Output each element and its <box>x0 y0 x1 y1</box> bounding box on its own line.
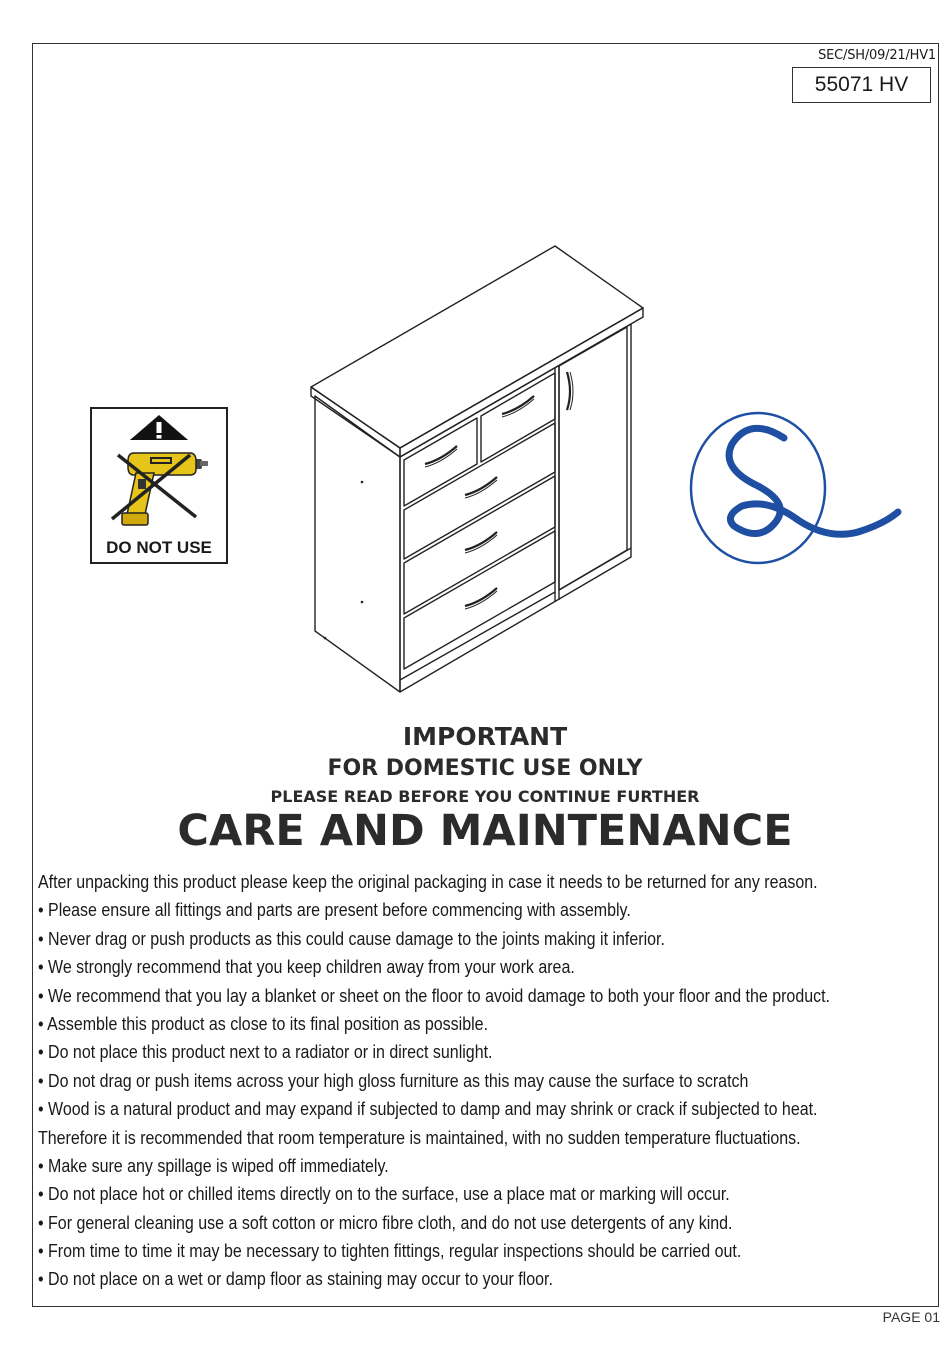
care-maintenance-title: CARE AND MAINTENANCE <box>177 806 793 856</box>
care-line: Therefore it is recommended that room temperature is maintained, with no sudden temperature fluctuations. <box>38 1126 801 1148</box>
care-line: • Make sure any spillage is wiped off immediately. <box>38 1154 389 1176</box>
care-line: • Never drag or push products as this could cause damage to the joints making it inferior. <box>38 927 665 949</box>
cabinet-illustration <box>305 242 650 702</box>
care-line: • Do not place on a wet or damp floor as staining may occur to your floor. <box>38 1268 553 1290</box>
care-line: • Please ensure all fittings and parts are present before commencing with assembly. <box>38 899 631 921</box>
care-instructions-list <box>38 868 830 1294</box>
s-script-logo <box>688 408 903 568</box>
care-line: • Do not drag or push items across your high gloss furniture as this may cause the surface to scratch <box>38 1069 749 1091</box>
page-number: PAGE 01 <box>882 1309 940 1325</box>
important-heading: IMPORTANT <box>402 722 568 751</box>
domestic-use-heading: FOR DOMESTIC USE ONLY <box>327 756 643 781</box>
care-line: After unpacking this product please keep the original packaging in case it needs to be returned for any reason. <box>38 871 818 892</box>
care-line: • Assemble this product as close to its final position as possible. <box>38 1012 489 1034</box>
do-not-use-drill-warning <box>90 407 228 564</box>
model-number-box: 55071 HV <box>792 67 931 103</box>
care-line: • Do not place this product next to a radiator or in direct sunlight. <box>38 1041 493 1063</box>
care-line: • Do not place hot or chilled items directly on to the surface, use a place mat or marking will occur. <box>38 1183 730 1205</box>
read-before-heading: PLEASE READ BEFORE YOU CONTINUE FURTHER <box>270 787 700 806</box>
care-line: • We recommend that you lay a blanket or sheet on the floor to avoid damage to both your floor and the product. <box>38 984 830 1006</box>
reference-code: SEC/SH/09/21/HV1 <box>818 48 936 63</box>
care-line: • Wood is a natural product and may expand if subjected to damp and may shrink or crack if subjected to heat. <box>38 1098 818 1120</box>
do-not-use-label: DO NOT USE <box>106 538 212 557</box>
warning-triangle-icon <box>130 409 188 440</box>
care-line: • For general cleaning use a soft cotton or micro fibre cloth, and do not use detergents of any kind. <box>38 1211 733 1233</box>
care-line: • We strongly recommend that you keep children away from your work area. <box>38 956 575 978</box>
crossed-out-power-drill-icon <box>112 453 208 525</box>
care-line: • From time to time it may be necessary to tighten fittings, regular inspections should be carried out. <box>38 1240 742 1262</box>
